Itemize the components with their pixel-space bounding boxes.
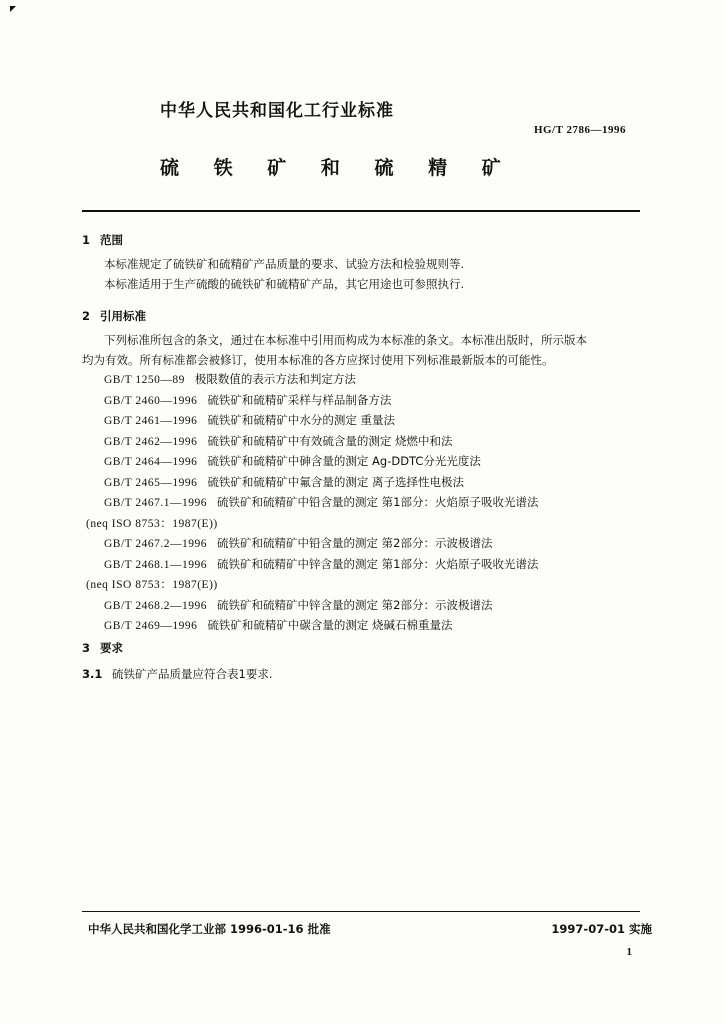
- reference-code: GB/T 2461—1996: [104, 415, 198, 427]
- standard-body: 中华人民共和国化工行业标准: [160, 101, 394, 121]
- reference-item: [86, 453, 656, 474]
- reference-equivalence: (neq ISO 8753：1987(E)): [86, 579, 218, 591]
- reference-code: GB/T 2467.1—1996: [104, 497, 207, 509]
- reference-item: [86, 412, 656, 433]
- section-3-1-clause: [82, 664, 272, 684]
- clause-number: 3.1: [82, 667, 103, 681]
- reference-title: 硫铁矿和硫精矿中铅含量的测定 第1部分：火焰原子吸收光谱法: [217, 495, 539, 509]
- reference-code: GB/T 2467.2—1996: [104, 538, 207, 550]
- reference-title: 硫铁矿和硫精矿中锌含量的测定 第2部分：示波极谱法: [217, 597, 493, 612]
- section-3-heading: [82, 640, 123, 656]
- implementation-date: 1997-07-01 实施: [551, 922, 652, 936]
- reference-code: GB/T 2460—1996: [104, 394, 198, 407]
- reference-item: [86, 597, 656, 618]
- reference-item: [86, 494, 656, 515]
- reference-continuation: [86, 515, 656, 536]
- footer-rule: [82, 911, 640, 912]
- section-2-intro-line-1: 下列标准所包含的条文，通过在本标准中引用而构成为本标准的条文。本标准出版时，所示版本: [104, 333, 587, 347]
- section-1-line-2: 本标准适用于生产硫酸的硫铁矿和硫精矿产品，其它用途也可参照执行.: [104, 277, 465, 291]
- reference-title: 硫铁矿和硫精矿中水分的测定 重量法: [207, 413, 396, 427]
- section-1-line-1: 本标准规定了硫铁矿和硫精矿产品质量的要求、试验方法和检验规则等.: [104, 257, 465, 271]
- reference-item: [86, 392, 656, 413]
- reference-item: [86, 535, 656, 556]
- section-1-heading: [82, 232, 123, 248]
- reference-item: [86, 371, 656, 392]
- reference-title: 硫铁矿和硫精矿中砷含量的测定 Ag-DDTC分光光度法: [207, 454, 481, 468]
- reference-item: [86, 433, 656, 454]
- section-number: 1: [82, 233, 91, 247]
- reference-title: 硫铁矿和硫精矿中氟含量的测定 离子选择性电极法: [207, 474, 465, 489]
- reference-item: [86, 556, 656, 577]
- reference-title: 硫铁矿和硫精矿中有效硫含量的测定 烧燃中和法: [207, 433, 453, 448]
- corner-mark-icon: [10, 6, 16, 12]
- reference-code: GB/T 2464—1996: [104, 456, 198, 468]
- reference-list: [86, 371, 656, 638]
- reference-item: [86, 617, 656, 638]
- reference-title: 硫铁矿和硫精矿中铅含量的测定 第2部分：示波极谱法: [217, 536, 493, 550]
- reference-title: 硫铁矿和硫精矿中锌含量的测定 第1部分：火焰原子吸收光谱法: [217, 556, 539, 571]
- reference-title: 硫铁矿和硫精矿中碳含量的测定 烧碱石棉重量法: [207, 618, 453, 632]
- section-number: 2: [82, 309, 91, 323]
- section-number: 3: [82, 641, 91, 655]
- header-rule: [82, 210, 640, 212]
- reference-code: GB/T 2469—1996: [104, 620, 198, 632]
- reference-code: GB/T 2468.2—1996: [104, 599, 207, 612]
- reference-title: 极限数值的表示方法和判定方法: [194, 372, 356, 386]
- section-title: 要求: [100, 641, 123, 655]
- section-title: 引用标准: [100, 309, 146, 323]
- document-title: 硫 铁 矿 和 硫 精 矿: [160, 157, 515, 179]
- reference-code: GB/T 2465—1996: [104, 476, 198, 489]
- reference-equivalence: (neq ISO 8753：1987(E)): [86, 517, 218, 530]
- approval-line: 中华人民共和国化学工业部 1996-01-16 批准: [88, 922, 331, 936]
- section-2-heading: [82, 308, 146, 324]
- section-title: 范围: [100, 233, 123, 247]
- reference-title: 硫铁矿和硫精矿采样与样品制备方法: [207, 392, 392, 407]
- reference-item: [86, 474, 656, 495]
- reference-continuation: [86, 576, 656, 597]
- standard-code: HG/T 2786—1996: [533, 124, 626, 136]
- reference-code: GB/T 2468.1—1996: [104, 558, 207, 571]
- reference-code: GB/T 2462—1996: [104, 435, 198, 448]
- reference-code: GB/T 1250—89: [104, 374, 185, 386]
- page-number: 1: [626, 946, 632, 958]
- clause-text: 硫铁矿产品质量应符合表1要求.: [112, 667, 273, 681]
- section-2-intro-line-2: 均为有效。所有标准都会被修订，使用本标准的各方应探讨使用下列标准最新版本的可能性。: [82, 353, 554, 367]
